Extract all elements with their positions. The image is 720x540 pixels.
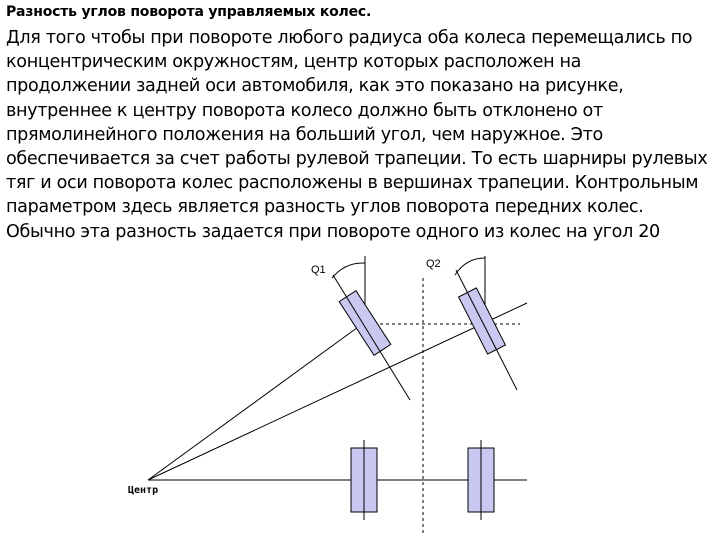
heading: Разность углов поворота управляемых колес. — [6, 4, 372, 20]
angle-arc-q1 — [332, 263, 365, 278]
angle-arc-q2 — [455, 258, 485, 275]
turn-radius-line-outer — [148, 322, 365, 480]
right-wheel-axis — [456, 270, 517, 390]
label-center: Центр — [128, 485, 159, 496]
label-q1: Q1 — [311, 264, 326, 276]
body-paragraph: Для того чтобы при повороте любого радиуса оба колеса перемещались по концентрическим окружностям, центр которых расположен на продолжении задней оси автомобиля, как это показано на рисунке, внутреннее к центру поворота колесо должно быть отклонено от прямолинейного положения на больший угол, чем наружное. Это обеспечивается за счет работы рулевой трапеции. То есть шарниры рулевых тяг и оси поворота колес расположены в вершинах трапеции. Контрольным параметром здесь является разность углов поворота передних колес. Обычно эта разность задается при повороте одного из колес на угол 20 — [6, 28, 708, 242]
label-q2: Q2 — [426, 258, 441, 270]
